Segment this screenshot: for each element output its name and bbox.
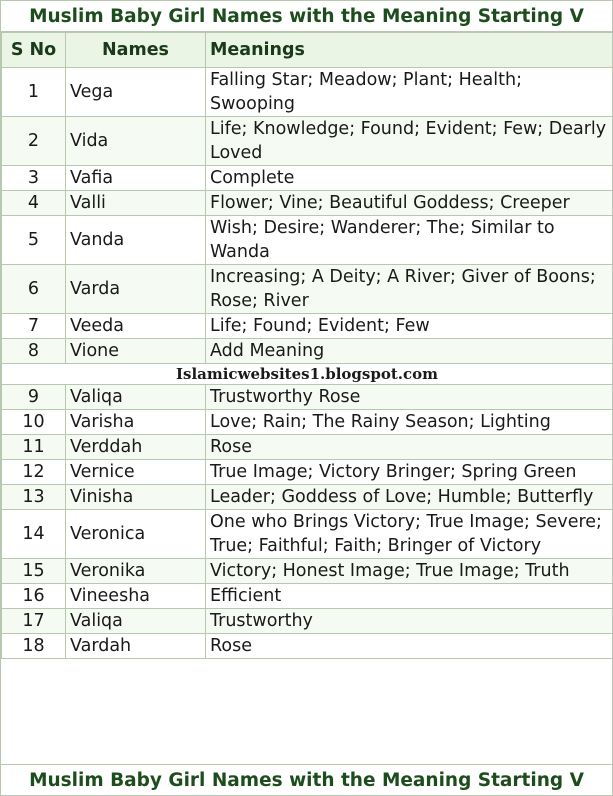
row-number: 3 — [2, 166, 66, 191]
row-meaning: Increasing; A Deity; A River; Giver of Boons; Rose; River — [206, 265, 613, 314]
row-name: Vione — [66, 339, 206, 364]
table-row — [2, 314, 613, 339]
header-row — [2, 33, 613, 68]
row-meaning: Life; Knowledge; Found; Evident; Few; Dearly Loved — [206, 117, 613, 166]
table-row — [2, 460, 613, 485]
row-meaning: Efficient — [206, 584, 613, 609]
row-name: Valli — [66, 191, 206, 216]
row-number: 1 — [2, 68, 66, 117]
row-name: Varisha — [66, 410, 206, 435]
names-table — [1, 32, 613, 659]
row-number: 2 — [2, 117, 66, 166]
row-meaning: Victory; Honest Image; True Image; Truth — [206, 559, 613, 584]
row-meaning: Wish; Desire; Wanderer; The; Similar to Wanda — [206, 216, 613, 265]
table-row — [2, 410, 613, 435]
table-row — [2, 68, 613, 117]
row-name: Veeda — [66, 314, 206, 339]
row-name: Verddah — [66, 435, 206, 460]
row-name: Vega — [66, 68, 206, 117]
row-meaning: True Image; Victory Bringer; Spring Green — [206, 460, 613, 485]
row-number: 8 — [2, 339, 66, 364]
row-name: Vineesha — [66, 584, 206, 609]
table-row — [2, 117, 613, 166]
row-name: Valiqa — [66, 385, 206, 410]
table-row — [2, 385, 613, 410]
row-meaning: Falling Star; Meadow; Plant; Health; Swooping — [206, 68, 613, 117]
row-name: Vanda — [66, 216, 206, 265]
table-body — [2, 68, 613, 659]
row-number: 11 — [2, 435, 66, 460]
table-row — [2, 166, 613, 191]
table-row — [2, 609, 613, 634]
row-meaning: Flower; Vine; Beautiful Goddess; Creeper — [206, 191, 613, 216]
table-row — [2, 435, 613, 460]
row-meaning: Add Meaning — [206, 339, 613, 364]
table-row — [2, 485, 613, 510]
watermark-text: Islamicwebsites1.blogspot.com — [2, 364, 613, 385]
row-meaning: Life; Found; Evident; Few — [206, 314, 613, 339]
row-number: 6 — [2, 265, 66, 314]
table-row — [2, 510, 613, 559]
row-meaning: Rose — [206, 435, 613, 460]
row-meaning: Complete — [206, 166, 613, 191]
table-row — [2, 216, 613, 265]
row-meaning: Leader; Goddess of Love; Humble; Butterfly — [206, 485, 613, 510]
row-name: Vardah — [66, 634, 206, 659]
page-title: Muslim Baby Girl Names with the Meaning Starting V — [1, 1, 612, 32]
row-meaning: Love; Rain; The Rainy Season; Lighting — [206, 410, 613, 435]
row-number: 12 — [2, 460, 66, 485]
row-number: 14 — [2, 510, 66, 559]
row-number: 5 — [2, 216, 66, 265]
header-names: Names — [66, 33, 206, 68]
row-name: Vafia — [66, 166, 206, 191]
row-name: Veronica — [66, 510, 206, 559]
row-number: 9 — [2, 385, 66, 410]
table-row — [2, 584, 613, 609]
row-number: 18 — [2, 634, 66, 659]
header-sno: S No — [2, 33, 66, 68]
row-number: 17 — [2, 609, 66, 634]
row-number: 10 — [2, 410, 66, 435]
row-meaning: Rose — [206, 634, 613, 659]
table-row — [2, 265, 613, 314]
page-footer: Muslim Baby Girl Names with the Meaning Starting V — [1, 764, 612, 795]
row-number: 7 — [2, 314, 66, 339]
row-name: Vinisha — [66, 485, 206, 510]
row-name: Vida — [66, 117, 206, 166]
row-number: 4 — [2, 191, 66, 216]
table-row — [2, 634, 613, 659]
table-row — [2, 339, 613, 364]
row-name: Vernice — [66, 460, 206, 485]
row-number: 13 — [2, 485, 66, 510]
watermark-row — [2, 364, 613, 385]
row-name: Veronika — [66, 559, 206, 584]
table-row — [2, 559, 613, 584]
row-meaning: Trustworthy — [206, 609, 613, 634]
row-number: 16 — [2, 584, 66, 609]
row-number: 15 — [2, 559, 66, 584]
row-name: Valiqa — [66, 609, 206, 634]
row-name: Varda — [66, 265, 206, 314]
row-meaning: Trustworthy Rose — [206, 385, 613, 410]
header-meanings: Meanings — [206, 33, 613, 68]
table-row — [2, 191, 613, 216]
row-meaning: One who Brings Victory; True Image; Severe; True; Faithful; Faith; Bringer of Victory — [206, 510, 613, 559]
